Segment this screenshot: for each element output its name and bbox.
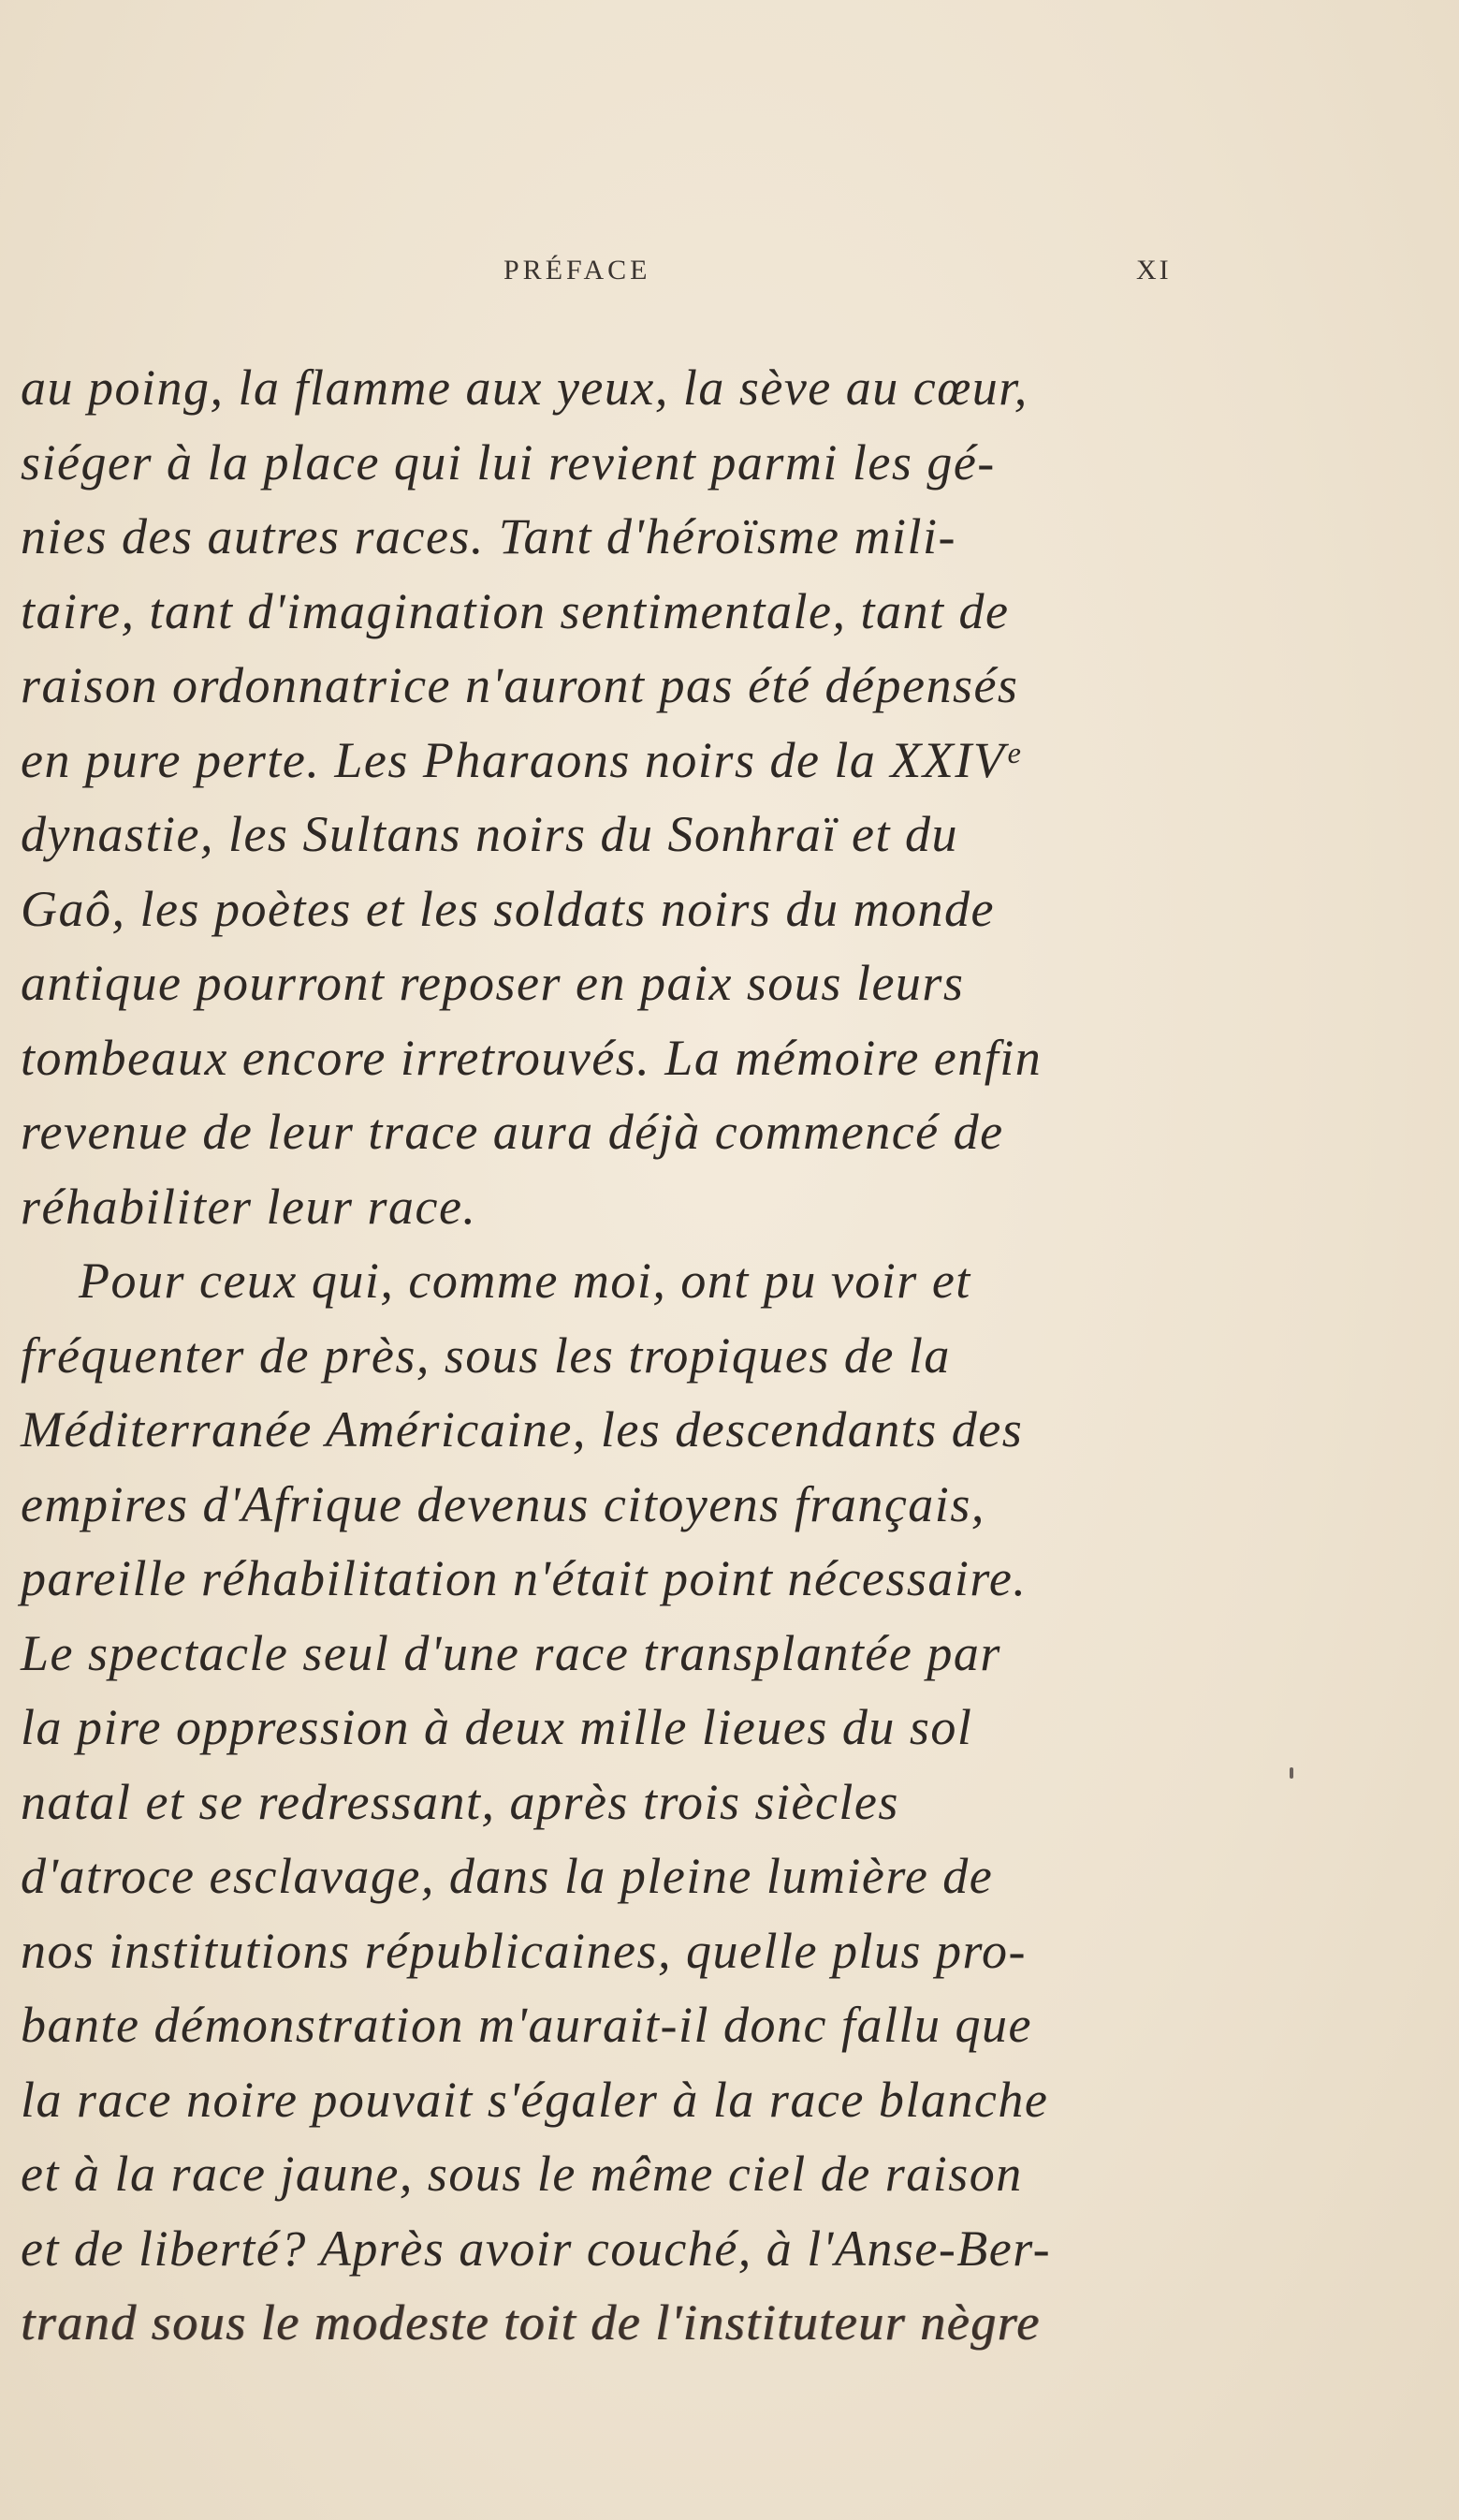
text-line: antique pourront reposer en paix sous leurs (21, 955, 965, 1011)
text-line: natal et se redressant, après trois siècles (21, 1773, 899, 1830)
running-head (0, 255, 1459, 292)
text-line: raison ordonnatrice n'auront pas été dépensés (21, 657, 1019, 713)
text-line: Le spectacle seul d'une race transplantée par (21, 1624, 1001, 1681)
text-line: au poing, la flamme aux yeux, la sève au cœur, (21, 359, 1029, 416)
text-line: la pire oppression à deux mille lieues du sol (21, 1699, 973, 1755)
text-line: et de liberté? Après avoir couché, à l'Anse-Ber- (21, 2220, 1052, 2277)
text-line: d'atroce esclavage, dans la pleine lumière de (21, 1848, 994, 1904)
text-line: nies des autres races. Tant d'héroïsme mili- (21, 508, 957, 564)
text-line: fréquenter de près, sous les tropiques de la (21, 1326, 951, 1384)
text-line: dynastie, les Sultans noirs du Sonhraï et du (21, 806, 958, 862)
page-number: XI (1136, 255, 1172, 286)
paper-speck (1290, 1767, 1293, 1779)
text-line: tombeaux encore irretrouvés. La mémoire enfin (21, 1029, 1043, 1086)
text-line: réhabiliter leur race. (21, 1178, 477, 1235)
text-line: taire, tant d'imagination sentimentale, tant de (21, 582, 1010, 639)
running-title: PRÉFACE (503, 255, 651, 286)
text-line: pareille réhabilitation n'était point nécessaire. (21, 1550, 1028, 1606)
text-line-last: trand sous le modeste toit de l'instituteur nègre (21, 2294, 1041, 2351)
text-line: en pure perte. Les Pharaons noirs de la XXIVᵉ (21, 731, 1021, 788)
body-text (21, 351, 1228, 2361)
paragraph-start-line: Pour ceux qui, comme moi, ont pu voir et (79, 1253, 971, 1309)
text-line: siéger à la place qui lui revient parmi les gé- (21, 433, 996, 491)
text-line: revenue de leur trace aura déjà commencé de (21, 1104, 1004, 1160)
text-line: et à la race jaune, sous le même ciel de raison (21, 2146, 1023, 2202)
text-line: empires d'Afrique devenus citoyens français, (21, 1475, 985, 1532)
text-line: Méditerranée Américaine, les descendants des (21, 1401, 1024, 1458)
text-line: la race noire pouvait s'égaler à la race blanche (21, 2071, 1049, 2128)
text-line: nos institutions républicaines, quelle plus pro- (21, 1922, 1027, 1979)
text-line: Gaô, les poètes et les soldats noirs du monde (21, 880, 995, 937)
text-line: bante démonstration m'aurait-il donc fallu que (21, 1997, 1032, 2053)
